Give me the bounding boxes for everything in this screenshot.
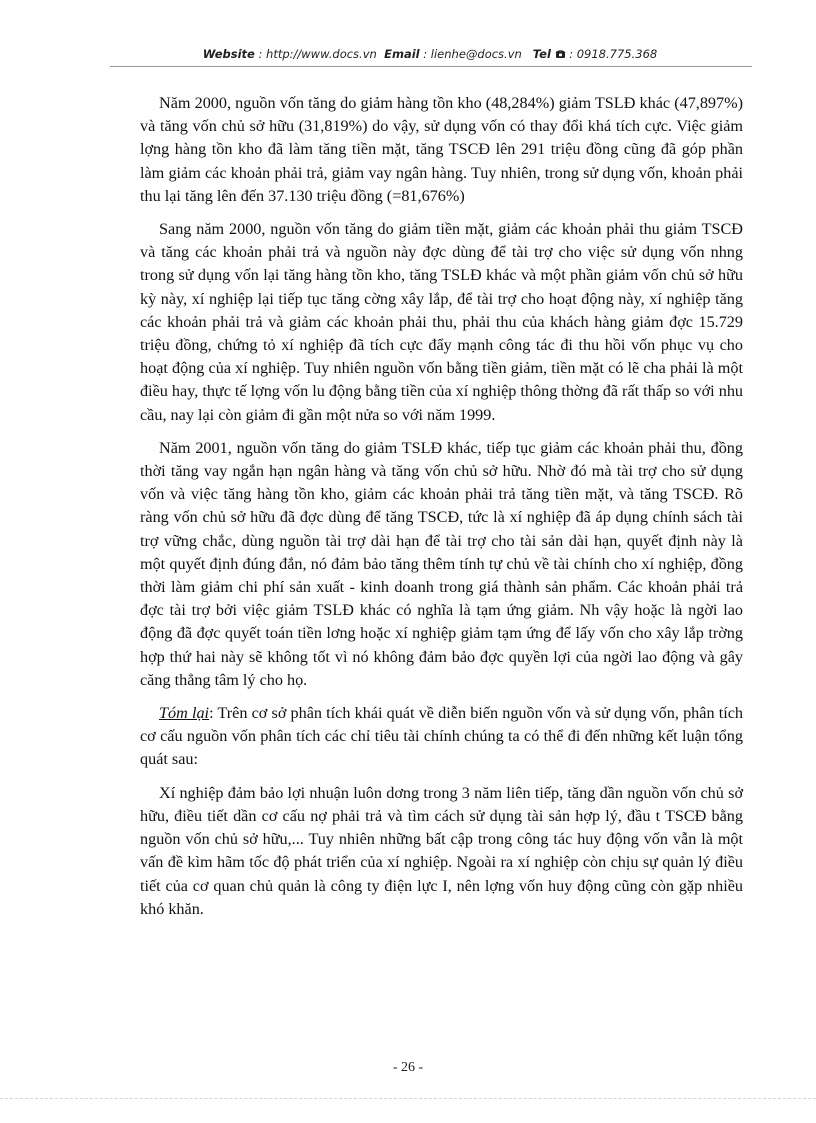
summary-lead: Tóm lại	[159, 704, 210, 723]
page-number: - 26 -	[392, 1060, 424, 1075]
paragraph-2000-first: Năm 2000, nguồn vốn tăng do giảm hàng tồn kho (48,284%) giảm TSLĐ khác (47,897%) và tăng vốn chủ sở hữu (31,819%) do vậy, sử dụng vốn có thay đổi khá tích cực. Việc giảm lợng hàng tồn kho đã làm tăng tiền mặt, tăng TSCĐ lên 291 triệu đồng cũng đã góp phần làm giảm các khoản phải trả, giảm vay ngân hàng. Tuy nhiên, trong sử dụng vốn, khoản phải thu lại tăng lên đến 37.130 triệu đồng (=81,676%)	[140, 94, 743, 205]
tel-value: : 0918.775.368	[569, 47, 658, 61]
page-bottom-border	[0, 1098, 816, 1099]
paragraph-2000-second: Sang năm 2000, nguồn vốn tăng do giảm tiền mặt, giảm các khoản phải thu giảm TSCĐ và tăng các khoản phải trả và nguồn này đợc dùng để tài trợ cho việc sử dụng vốn nhng trong sử dụng vốn lại tăng hàng tồn kho, tăng TSLĐ khác và một phần giảm vốn chủ sở hữu kỳ này, xí nghiệp lại tiếp tục tăng cờng xây lắp, để tài trợ cho hoạt động này, xí nghiệp tăng các khoản phải trả và giảm các khoản phải thu, phải thu của khách hàng giảm đợc 15.729 triệu đồng, chứng tỏ xí nghiệp đã tích cực đẩy mạnh công tác đi thu hồi vốn phục vụ cho hoạt động của xí nghiệp. Tuy nhiên nguồn vốn bằng tiền giảm, tiền mặt có lẽ cha phải là một điều hay, thực tế lợng vốn lu động bằng tiền của xí nghiệp thông thờng đã rất thấp so với nhu cầu, nay lại còn giảm đi gần một nửa so với năm 1999.	[140, 220, 744, 424]
tel-label: Tel	[532, 47, 551, 61]
summary-text: : Trên cơ sở phân tích khái quát về diễn biến nguồn vốn và sử dụng vốn, phân tích cơ cấu nguồn vốn phân tích các chỉ tiêu tài chính chúng ta có thể đi đến những kết luận tổng quát sau:	[140, 704, 743, 769]
email-value: : lienhe@docs.vn	[423, 47, 522, 61]
website-label: Website	[202, 47, 255, 61]
document-body	[140, 92, 743, 931]
phone-icon	[555, 47, 570, 61]
summary-paragraph	[140, 702, 743, 772]
page-header	[110, 47, 750, 61]
email-label: Email	[384, 47, 420, 61]
paragraph-2001: Năm 2001, nguồn vốn tăng do giảm TSLĐ khác, tiếp tục giảm các khoản phải thu, đồng thời tăng vay ngắn hạn ngân hàng và tăng vốn chủ sở hữu. Nhờ đó mà tài trợ cho sử dụng vốn và việc tăng hàng tồn kho, giảm các khoản phải trả tăng tiền mặt, và tăng TSCĐ. Rõ ràng vốn chủ sở hữu đã đợc dùng để tăng TSCĐ, tức là xí nghiệp đã áp dụng chính sách tài trợ vững chắc, dùng nguồn tài trợ dài hạn để tài trợ cho tài sản dài hạn, quyết định này là một quyết định đúng đắn, nó đảm bảo tăng thêm tính tự chủ về tài chính cho xí nghiệp, đồng thời làm giảm chi phí sản xuất - kinh doanh trong giá thành sản phẩm. Các khoản phải trả đợc tài trợ bởi việc giảm TSLĐ khác có nghĩa là tạm ứng giảm. Nh vậy hoặc là ngời lao động đã đợc quyết toán tiền lơng hoặc xí nghiệp giảm tạm ứng để lấy vốn cho xây lắp trờng hợp thứ hai này sẽ không tốt vì nó không đảm bảo đợc quyền lợi của ngời lao động và gây căng thẳng tâm lý cho họ.	[140, 438, 743, 689]
header-divider	[110, 66, 752, 67]
website-value: : http://www.docs.vn	[258, 47, 377, 61]
conclusion-paragraph: Xí nghiệp đảm bảo lợi nhuận luôn dơng trong 3 năm liên tiếp, tăng dần nguồn vốn chủ sở hữu, điều tiết dần cơ cấu nợ phải trả và tìm cách sử dụng tài sản hợp lý, đầu t TSCĐ bằng nguồn vốn chủ sở hữu,... Tuy nhiên những bất cập trong công tác huy động vốn vẫn là một vấn đề kìm hãm tốc độ phát triển của xí nghiệp. Ngoài ra xí nghiệp còn chịu sự quản lý điều tiết của cơ quan chủ quản là công ty điện lực I, nên lợng vốn huy động cũng còn gặp nhiều khó khăn.	[140, 783, 743, 918]
